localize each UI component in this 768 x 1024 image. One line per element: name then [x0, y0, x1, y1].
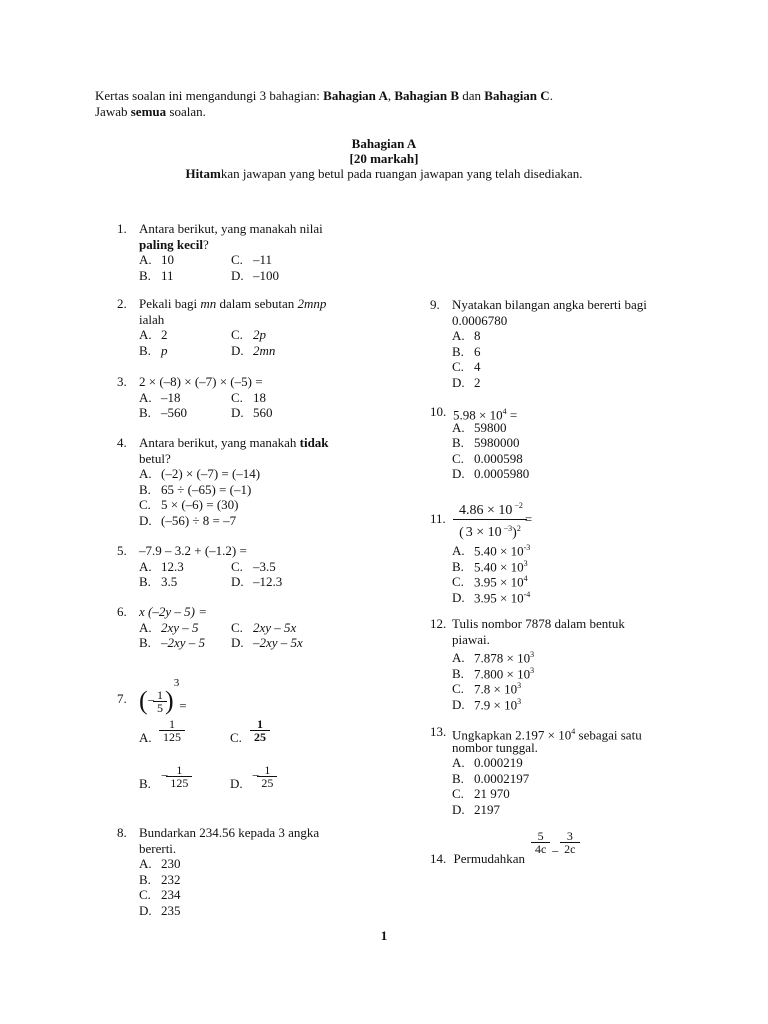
- option-c[interactable]: C. 5 × (–6) = (30): [139, 497, 239, 512]
- option-d[interactable]: D. $3.95 \times 10^{-4}$: [452, 589, 531, 605]
- option-a[interactable]: A. 2xy – 5: [139, 619, 199, 635]
- option-b[interactable]: B. $7.800 \times 10^3$: [452, 665, 535, 681]
- question-4: [117, 435, 417, 528]
- option-a[interactable]: A. 0.000219: [452, 755, 523, 770]
- question-text: nombor tunggal.: [452, 739, 538, 755]
- option-b[interactable]: B. $5.40 \times 10^3$: [452, 558, 528, 574]
- option-b[interactable]: B. 5980000: [452, 435, 520, 450]
- question-text: 2 × (–8) × (–7) × (–5) =: [139, 374, 263, 389]
- option-b[interactable]: B. –2xy – 5: [139, 635, 206, 650]
- question-text: betul?: [139, 450, 171, 466]
- intro-line-1: [95, 88, 553, 103]
- option-a[interactable]: A. 8: [452, 328, 481, 343]
- intro-text: Kertas soalan ini mengandungi 3 bahagian:: [95, 88, 324, 103]
- question-text: Bundarkan 234.56 kepada 3 angka: [139, 825, 320, 840]
- question-number: 7.: [117, 691, 127, 706]
- question-bold: paling kecil: [139, 236, 203, 252]
- question-number: 1.: [117, 221, 127, 236]
- question-text: $5.98 \times 10^4$ =: [453, 407, 518, 423]
- question-text: x (–2y – 5) =: [139, 604, 207, 619]
- question-11-expression: $\frac{4.86 \times 10 ^{-2}}{( 3 \times 10 ^{-3})^2}$ =: [455, 497, 532, 539]
- option-d[interactable]: D. –12.3: [231, 574, 283, 589]
- intro-text: soalan.: [166, 104, 206, 119]
- section-marks: [20 markah]: [349, 151, 419, 166]
- question-14-expression: $\frac{5}{4c}$ − $\frac{3}{2c}$: [533, 830, 578, 864]
- option-d[interactable]: D. 0.0005980: [452, 466, 530, 481]
- option-c[interactable]: C. –11: [231, 252, 273, 267]
- option-a[interactable]: A. $7.878 \times 10^3$: [452, 650, 535, 666]
- option-b[interactable]: B. –560: [139, 405, 187, 420]
- question-text: bererti.: [139, 840, 177, 856]
- option-b[interactable]: B. 11: [139, 267, 174, 283]
- question-text: Antara berikut, yang manakah nilai: [139, 221, 323, 236]
- question-11-options: [430, 540, 730, 605]
- option-a[interactable]: A. 12.3: [139, 558, 184, 574]
- option-d[interactable]: D. 235: [139, 902, 181, 918]
- option-c[interactable]: C. $7.8 \times 10^3$: [452, 681, 522, 697]
- question-number: 6.: [117, 604, 127, 619]
- option-c[interactable]: C. 4: [452, 359, 481, 374]
- section-instruction: [0, 166, 768, 181]
- option-b[interactable]: B. 6: [452, 343, 481, 359]
- question-text: paling kecil?: [139, 236, 209, 252]
- option-c[interactable]: C. –3.5: [231, 558, 276, 574]
- question-13: [430, 724, 730, 817]
- option-d[interactable]: D. –100: [231, 267, 279, 283]
- option-b[interactable]: B. 0.0002197: [452, 770, 530, 786]
- option-c[interactable]: C. $3.95 \times 10^4$: [452, 574, 528, 590]
- intro-bold: Bahagian B: [394, 88, 460, 103]
- question-number: 5.: [117, 543, 127, 558]
- question-number: 8.: [117, 825, 127, 840]
- intro-bold: semua: [130, 104, 167, 119]
- section-title: Bahagian A: [351, 136, 417, 151]
- option-d[interactable]: D. –2xy – 5x: [231, 635, 303, 650]
- intro-text: ,: [387, 88, 395, 103]
- option-a[interactable]: A. $\frac{1}{125}$: [139, 718, 183, 752]
- option-d[interactable]: D. (–56) ÷ 8 = –7: [139, 512, 237, 528]
- option-c[interactable]: C. 2xy – 5x: [231, 619, 297, 635]
- question-text: Permudahkan: [453, 851, 525, 866]
- question-8: [117, 825, 417, 918]
- question-10: [430, 404, 730, 482]
- option-a[interactable]: A. (–2) × (–7) = (–14): [139, 466, 261, 481]
- option-c[interactable]: C. $\frac{1}{25}$: [230, 718, 268, 752]
- instruction-text: kan jawapan yang betul pada ruangan jawapan yang telah disediakan.: [220, 166, 583, 181]
- option-d[interactable]: D.− $\frac{1}{25}$: [230, 764, 275, 798]
- question-number: 3.: [117, 374, 127, 389]
- option-a[interactable]: A. 59800: [452, 419, 507, 435]
- option-b[interactable]: B.− $\frac{1}{125}$: [139, 764, 190, 798]
- option-c[interactable]: C. 234: [139, 887, 181, 902]
- intro-text: Jawab: [95, 104, 131, 119]
- option-a[interactable]: A. 2: [139, 327, 168, 342]
- question-1: [117, 221, 417, 283]
- option-b[interactable]: B. 232: [139, 871, 181, 887]
- question-9: [430, 297, 730, 390]
- option-c[interactable]: C. 18: [231, 389, 266, 405]
- option-c[interactable]: C. 2p: [231, 327, 266, 342]
- question-number: 4.: [117, 435, 127, 450]
- option-b[interactable]: B. 3.5: [139, 574, 178, 589]
- question-text: Tulis nombor 7878 dalam bentuk: [452, 616, 625, 631]
- option-b[interactable]: B. p: [139, 342, 168, 358]
- question-number: 10.: [430, 404, 447, 419]
- option-d[interactable]: D. 560: [231, 405, 273, 420]
- question-6: [117, 604, 417, 651]
- question-number: 12.: [430, 616, 447, 631]
- question-text: –7.9 – 3.2 + (–1.2) =: [139, 543, 247, 558]
- intro-text: dan: [459, 88, 485, 103]
- option-d[interactable]: D. 2: [452, 374, 481, 390]
- option-a[interactable]: A. –18: [139, 389, 181, 405]
- question-7-expression: (− $\frac{1}{5}$ )$^3$=: [139, 677, 187, 716]
- option-d[interactable]: D. 2197: [452, 801, 500, 817]
- question-2: [117, 296, 417, 358]
- question-number: 11.: [430, 511, 446, 526]
- question-14: [430, 851, 525, 866]
- option-a[interactable]: A. 230: [139, 856, 181, 871]
- question-12: [430, 616, 730, 712]
- instruction-bold: Hitam: [185, 166, 221, 181]
- question-text: Ungkapkan $2.197 \times 10^4$ sebagai satu: [452, 727, 642, 743]
- option-a[interactable]: A. $5.40 \times 10^{-3}$: [452, 543, 531, 559]
- option-d[interactable]: D. 2mn: [231, 342, 276, 358]
- option-a[interactable]: A. 10: [139, 252, 174, 267]
- option-c[interactable]: C. 0.000598: [452, 450, 523, 466]
- question-text: Antara berikut, yang manakah tidak: [139, 435, 329, 450]
- intro-text: .: [549, 88, 553, 103]
- question-number: 2.: [117, 296, 127, 311]
- question-number: 13.: [430, 724, 447, 739]
- question-text: Pekali bagi mn dalam sebutan 2mnp: [139, 296, 327, 311]
- option-b[interactable]: B. 65 ÷ (–65) = (–1): [139, 481, 252, 497]
- intro-line-2: [95, 104, 206, 119]
- option-d[interactable]: D. $7.9 \times 10^3$: [452, 696, 522, 712]
- question-5: [117, 543, 417, 590]
- question-text: Nyatakan bilangan angka bererti bagi: [452, 297, 647, 312]
- question-3: [117, 374, 417, 421]
- intro-bold: Bahagian C: [484, 88, 550, 103]
- page-number: 1: [380, 928, 388, 943]
- question-text: ialah: [139, 311, 165, 327]
- question-number: 14.: [430, 851, 447, 866]
- intro-bold: Bahagian A: [323, 88, 388, 103]
- question-number: 9.: [430, 297, 440, 312]
- question-text: 0.0006780: [452, 312, 508, 328]
- option-c[interactable]: C. 21 970: [452, 786, 510, 801]
- question-text: piawai.: [452, 631, 490, 647]
